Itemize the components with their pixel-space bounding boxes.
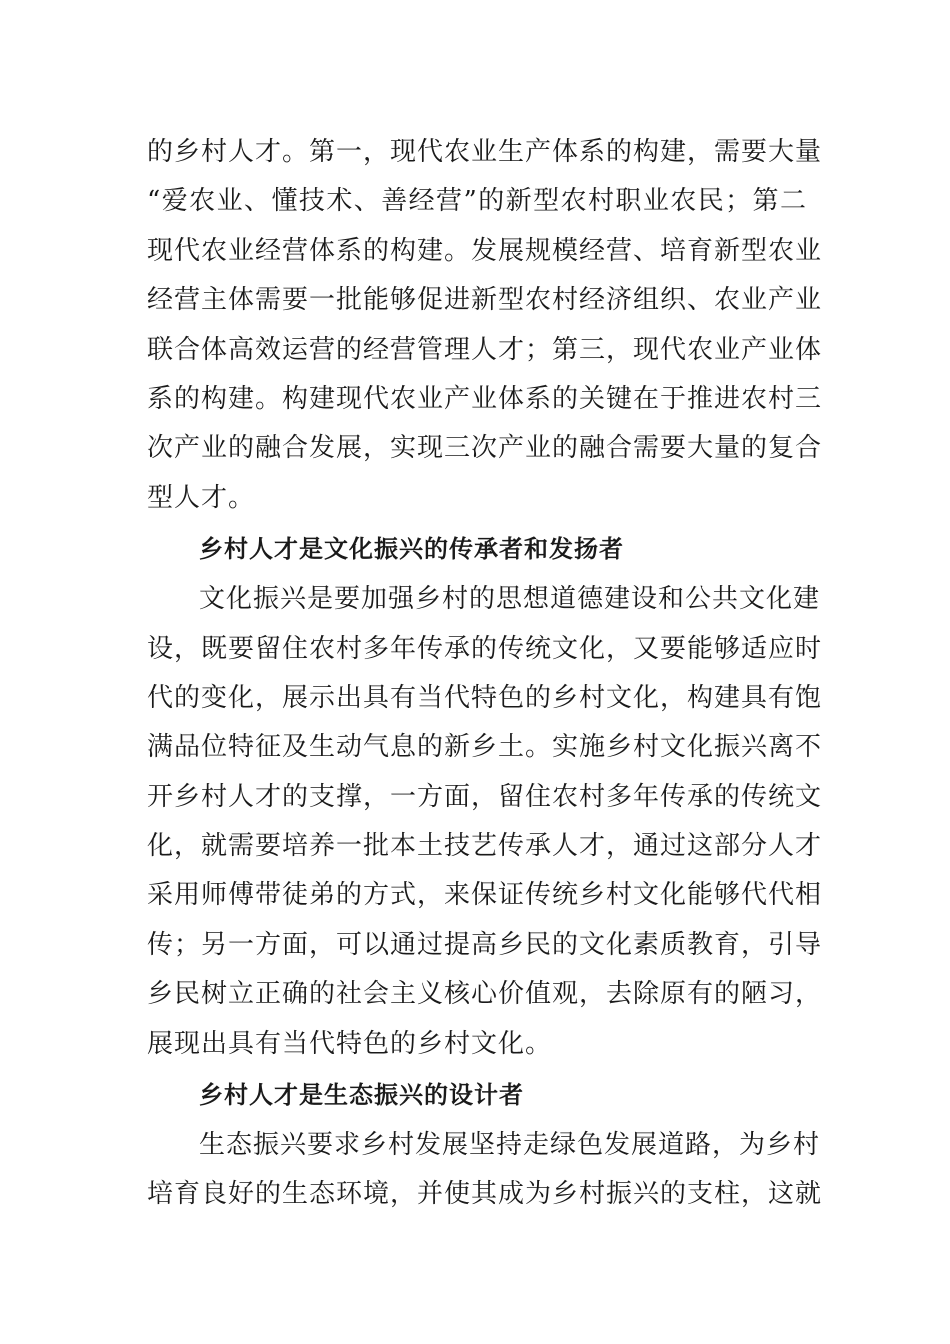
section-heading-ecology: 乡村人才是生态振兴的设计者 xyxy=(199,1080,524,1110)
text-line: 系的构建。构建现代农业产业体系的关键在于推进农村三 xyxy=(147,383,823,414)
text-line: 化，就需要培养一批本土技艺传承人才，通过这部分人才 xyxy=(147,831,823,862)
paragraph-1 xyxy=(147,128,823,523)
document-page xyxy=(147,128,823,1220)
text-line: 生态振兴要求乡村发展坚持走绿色发展道路，为乡村 xyxy=(199,1130,821,1161)
text-line: 代的变化，展示出具有当代特色的乡村文化，构建具有饱 xyxy=(147,682,823,713)
text-line: 次产业的融合发展，实现三次产业的融合需要大量的复合 xyxy=(147,433,823,464)
paragraph-2 xyxy=(147,575,823,1069)
text-line: 联合体高效运营的经营管理人才；第三，现代农业产业体 xyxy=(147,334,823,365)
text-line: 经营主体需要一批能够促进新型农村经济组织、农业产业 xyxy=(147,285,823,316)
text-line: 满品位特征及生动气息的新乡土。实施乡村文化振兴离不 xyxy=(147,732,823,763)
section-heading-culture: 乡村人才是文化振兴的传承者和发扬者 xyxy=(199,534,624,564)
text-line: 展现出具有当代特色的乡村文化。 xyxy=(147,1028,553,1059)
text-line: 的乡村人才。第一，现代农业生产体系的构建，需要大量 xyxy=(147,137,823,167)
text-line: 文化振兴是要加强乡村的思想道德建设和公共文化建 xyxy=(199,584,821,615)
text-line: 乡民树立正确的社会主义核心价值观，去除原有的陋习， xyxy=(147,979,823,1010)
text-line: 型人才。 xyxy=(147,482,256,513)
text-line: “爱农业、懂技术、善经营”的新型农村职业农民；第二 xyxy=(147,186,807,217)
text-line: 培育良好的生态环境，并使其成为乡村振兴的支柱，这就 xyxy=(147,1179,823,1210)
text-line: 现代农业经营体系的构建。发展规模经营、培育新型农业 xyxy=(147,235,823,266)
text-line: 开乡村人才的支撑，一方面，留住农村多年传承的传统文 xyxy=(147,781,823,812)
paragraph-3 xyxy=(147,1121,823,1220)
text-line: 设，既要留住农村多年传承的传统文化，又要能够适应时 xyxy=(147,633,823,664)
text-line: 采用师傅带徒弟的方式，来保证传统乡村文化能够代代相 xyxy=(147,880,823,911)
text-line: 传；另一方面，可以通过提高乡民的文化素质教育，引导 xyxy=(147,929,823,960)
